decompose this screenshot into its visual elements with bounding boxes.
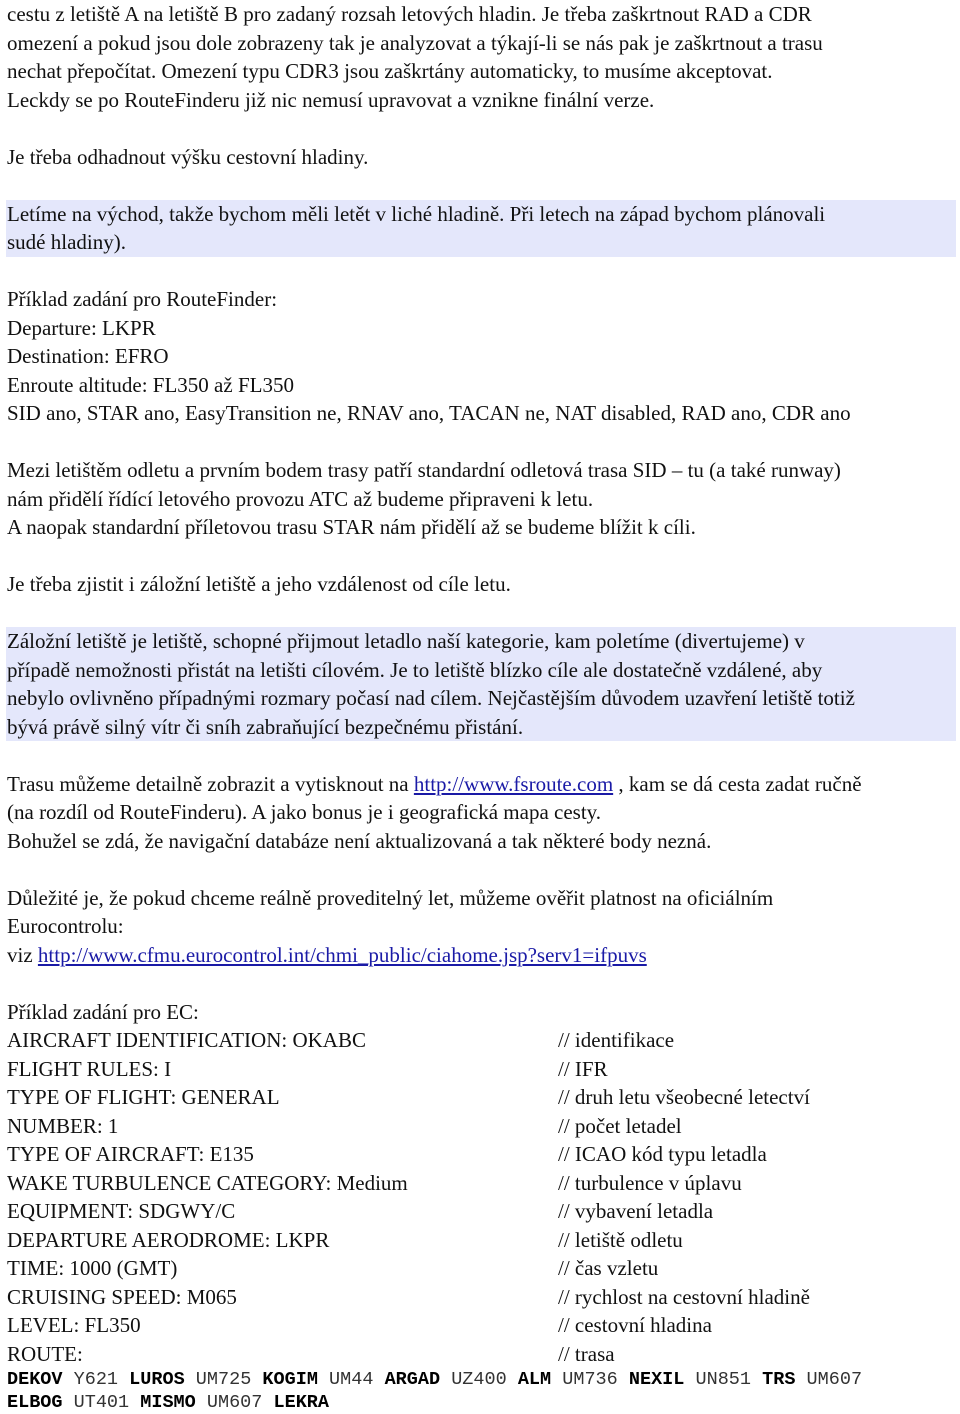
routefinder-line: Enroute altitude: FL350 až FL350 [7, 372, 294, 397]
ec-field-row [7, 1254, 954, 1283]
ec-field-comment: // čas vzletu [558, 1256, 659, 1280]
ec-field-value: DEPARTURE AERODROME: LKPR [7, 1227, 330, 1252]
alternate-line: případě nemožnosti přistát na letišti cílovém. Je to letiště blízko cíle ale dostatečně vzdálené, aby [7, 657, 823, 682]
ec-field-comment: // ICAO kód typu letadla [558, 1142, 767, 1166]
ec-field-comment: // identifikace [558, 1028, 675, 1052]
altitude-note: Je třeba odhadnout výšku cestovní hladiny. [7, 144, 369, 169]
ec-field-comment: // trasa [558, 1341, 615, 1366]
ec-field-value: TIME: 1000 (GMT) [7, 1256, 178, 1280]
fsroute-line: Bohužel se zdá, že navigační databáze není aktualizovaná a tak některé body nezná. [7, 828, 712, 853]
ec-field-comment: // IFR [558, 1056, 608, 1081]
route-waypoint: KOGIM [262, 1369, 318, 1390]
route-waypoint: ALM [517, 1369, 552, 1390]
alternate-line: Záložní letiště je letiště, schopné přijmout letadlo naší kategorie, kam poletíme (divertujeme) v [7, 629, 805, 653]
ec-field-value: TYPE OF AIRCRAFT: E135 [7, 1142, 254, 1166]
ec-example [7, 998, 954, 1369]
ec-field-row [7, 1083, 954, 1112]
ec-field-comment: // vybavení letadla [558, 1199, 714, 1223]
route-line [7, 1368, 954, 1391]
ec-field-comment: // turbulence v úplavu [558, 1170, 742, 1195]
ec-field-row [7, 1112, 954, 1141]
eurocontrol-link[interactable]: http://www.cfmu.eurocontrol.int/chmi_public/ciahome.jsp?serv1=ifpuvs [37, 942, 647, 967]
ec-field-comment: // letiště odletu [558, 1227, 683, 1252]
ec-field-value: AIRCRAFT IDENTIFICATION: OKABC [7, 1028, 366, 1052]
fsroute-paragraph [7, 770, 954, 856]
ec-field-value: NUMBER: 1 [7, 1113, 119, 1138]
route-airway: Y621 [73, 1369, 119, 1390]
fsroute-link[interactable]: http://www.fsroute.com [413, 771, 614, 796]
route-string [7, 1368, 954, 1414]
route-airway: UM736 [562, 1369, 618, 1390]
spacer [7, 741, 954, 770]
ec-field-value: CRUISING SPEED: M065 [7, 1284, 237, 1309]
spacer [7, 114, 954, 143]
route-airway: UM607 [806, 1369, 863, 1390]
routefinder-line: Departure: LKPR [7, 315, 156, 340]
route-airway: UM44 [329, 1369, 374, 1390]
eurocontrol-line: Důležité je, že pokud chceme reálně proveditelný let, můžeme ověřit platnost na oficiálním [7, 885, 774, 910]
ec-field-value: TYPE OF FLIGHT: GENERAL [7, 1085, 280, 1109]
intro-line: nechat přepočítat. Omezení typu CDR3 jsou zaškrtány automaticky, to musíme akceptovat. [7, 59, 773, 83]
intro-line: cestu z letiště A na letiště B pro zadaný rozsah letových hladin. Je třeba zaškrtnout RAD a CDR [7, 2, 812, 26]
ec-field-row [7, 1169, 954, 1198]
ec-field-comment: // rychlost na cestovní hladině [558, 1284, 810, 1309]
route-waypoint: ARGAD [384, 1369, 441, 1390]
spacer [7, 599, 954, 628]
intro-line: omezení a pokud jsou dole zobrazeny tak je analyzovat a týkají-li se nás pak je zaškrtnout a trasu [7, 30, 823, 55]
route-airway: UT401 [73, 1392, 130, 1413]
ec-heading: Příklad zadání pro EC: [7, 999, 199, 1024]
alternate-line: nebylo ovlivněno případnými rozmary počasí nad cílem. Nejčastějším důvodem uzavření letiště totiž [7, 686, 855, 710]
route-waypoint: LEKRA [273, 1392, 330, 1413]
ec-field-row [7, 1055, 954, 1084]
direction-note-line: Letíme na východ, takže bychom měli letět v liché hladině. Při letech na západ bychom plánovali [7, 201, 826, 226]
ec-field-row [7, 1140, 954, 1169]
sid-star-line: A naopak standardní příletovou trasu STAR nám přidělí až se budeme blížit k cíli. [7, 515, 696, 539]
ec-field-row [7, 1026, 954, 1055]
sid-star-line: Mezi letištěm odletu a prvním bodem trasy patří standardní odletová trasa SID – tu (a také runway) [7, 458, 841, 482]
spacer [7, 855, 954, 884]
routefinder-example [7, 285, 954, 428]
spacer [7, 969, 954, 998]
route-waypoint: LUROS [129, 1369, 185, 1390]
spacer [7, 257, 954, 286]
ec-field-row [7, 1226, 954, 1255]
sid-star-line: nám přidělí řídící letového provozu ATC až budeme připraveni k letu. [7, 486, 594, 511]
ec-field-row [7, 1340, 954, 1369]
intro-line: Leckdy se po RouteFinderu již nic nemusí upravovat a vznikne finální verze. [7, 87, 655, 112]
routefinder-line: Destination: EFRO [7, 344, 169, 368]
spacer [7, 428, 954, 457]
ec-field-value: ROUTE: [7, 1341, 83, 1366]
routefinder-heading: Příklad zadání pro RouteFinder: [7, 287, 278, 311]
route-airway: UN851 [695, 1369, 751, 1390]
eurocontrol-line [7, 941, 954, 970]
ec-field-row [7, 1197, 954, 1226]
intro-paragraph [7, 0, 954, 114]
direction-note [6, 200, 956, 257]
routefinder-line: SID ano, STAR ano, EasyTransition ne, RNAV ano, TACAN ne, NAT disabled, RAD ano, CDR ano [7, 401, 851, 425]
ec-field-value: FLIGHT RULES: I [7, 1056, 172, 1081]
ec-field-value: LEVEL: FL350 [7, 1313, 141, 1337]
route-waypoint: TRS [762, 1369, 796, 1390]
ec-field-comment: // druh letu všeobecné letectví [558, 1085, 810, 1109]
fsroute-text: Trasu můžeme detailně zobrazit a vytisknout na [7, 771, 414, 796]
sid-star-paragraph [7, 456, 954, 542]
route-waypoint: DEKOV [7, 1369, 63, 1390]
direction-note-line: sudé hladiny). [7, 230, 126, 254]
ec-field-value: EQUIPMENT: SDGWY/C [7, 1199, 236, 1223]
alternate-note: Je třeba zjistit i záložní letiště a jeho vzdálenost od cíle letu. [7, 572, 511, 596]
ec-field-comment: // cestovní hladina [558, 1313, 712, 1337]
eurocontrol-line: Eurocontrolu: [7, 914, 124, 938]
fsroute-line: (na rozdíl od RouteFinderu). A jako bonus je i geografická mapa cesty. [7, 800, 602, 824]
eurocontrol-prefix: viz [7, 942, 38, 967]
route-airway: UZ400 [451, 1369, 507, 1390]
eurocontrol-paragraph [7, 884, 954, 970]
route-waypoint: ELBOG [7, 1392, 63, 1413]
alternate-definition [6, 627, 956, 741]
alternate-line: bývá právě silný vítr či sníh zabraňující bezpečnému přistání. [7, 714, 524, 739]
route-airway: UM607 [206, 1392, 263, 1413]
ec-field-value: WAKE TURBULENCE CATEGORY: Medium [7, 1170, 408, 1195]
ec-field-row [7, 1283, 954, 1312]
spacer [7, 171, 954, 200]
ec-field-comment: // počet letadel [558, 1113, 682, 1138]
ec-field-row [7, 1311, 954, 1340]
route-airway: UM725 [195, 1369, 252, 1390]
spacer [7, 542, 954, 571]
fsroute-text: , kam se dá cesta zadat ručně [613, 771, 862, 796]
ec-field-list [7, 1026, 954, 1368]
route-line [7, 1391, 954, 1414]
fsroute-line [7, 770, 954, 799]
route-waypoint: NEXIL [628, 1369, 685, 1390]
route-waypoint: MISMO [140, 1392, 196, 1413]
